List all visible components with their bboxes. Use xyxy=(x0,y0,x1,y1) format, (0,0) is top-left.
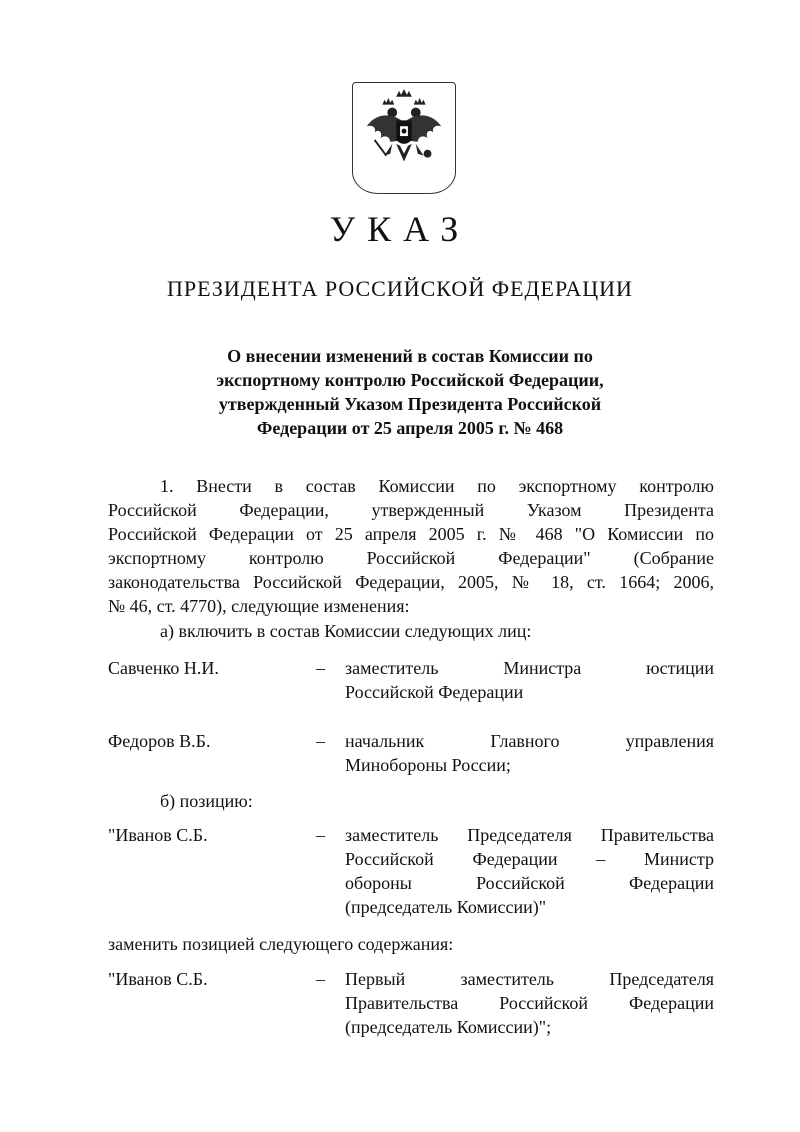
position-line: обороны Российской Федерации xyxy=(345,873,714,893)
coat-of-arms-emblem xyxy=(352,82,456,194)
decree-title xyxy=(120,344,700,440)
paragraph-line: 1. Внести в состав Комиссии по экспортному контролю xyxy=(160,476,714,496)
dash: – xyxy=(316,731,325,751)
title-line: О внесении изменений в состав Комиссии по xyxy=(227,346,593,366)
document-type-heading: УКАЗ xyxy=(329,209,471,249)
member-name: "Иванов С.Б. xyxy=(108,825,208,845)
russian-coat-of-arms-icon xyxy=(353,83,455,193)
position-line: (председатель Комиссии)"; xyxy=(345,1017,552,1037)
title-line: экспортному контролю Российской Федерации, xyxy=(216,370,604,390)
issuer-heading: ПРЕЗИДЕНТА РОССИЙСКОЙ ФЕДЕРАЦИИ xyxy=(167,276,633,301)
item-a: а) включить в состав Комиссии следующих лиц: xyxy=(160,621,532,641)
paragraph-line: экспортному контролю Российской Федерации" (Собрание xyxy=(108,548,714,568)
member-name: "Иванов С.Б. xyxy=(108,969,208,989)
member-position xyxy=(345,656,714,704)
position-line: заместитель Министра юстиции xyxy=(345,658,714,678)
position-line: (председатель Комиссии)" xyxy=(345,897,547,917)
paragraph-1 xyxy=(108,474,714,618)
replace-text: заменить позицией следующего содержания: xyxy=(108,934,454,954)
title-line: Федерации от 25 апреля 2005 г. № 468 xyxy=(256,418,564,438)
dash: – xyxy=(316,658,325,678)
position-line: Первый заместитель Председателя xyxy=(345,969,714,989)
position-line: начальник Главного управления xyxy=(345,731,714,751)
member-position xyxy=(345,967,714,1039)
member-name: Федоров В.Б. xyxy=(108,731,211,751)
member-position xyxy=(345,823,714,919)
dash: – xyxy=(316,825,325,845)
position-line: Российской Федерации – Министр xyxy=(345,849,714,869)
title-line: утвержденный Указом Президента Российской xyxy=(218,394,602,414)
member-name: Савченко Н.И. xyxy=(108,658,219,678)
position-line: заместитель Председателя Правительства xyxy=(345,825,714,845)
paragraph-line: Российской Федерации от 25 апреля 2005 г. № 468 "О Комиссии по xyxy=(108,524,714,544)
position-line: Российской Федерации xyxy=(345,682,524,702)
paragraph-line: № 46, ст. 4770), следующие изменения: xyxy=(108,596,410,616)
paragraph-line: законодательства Российской Федерации, 2005, № 18, ст. 1664; 2006, xyxy=(108,572,714,592)
position-line: Правительства Российской Федерации xyxy=(345,993,714,1013)
paragraph-line: Российской Федерации, утвержденный Указом Президента xyxy=(108,500,714,520)
position-line: Минобороны России; xyxy=(345,755,511,775)
item-b: б) позицию: xyxy=(160,791,253,811)
dash: – xyxy=(316,969,325,989)
member-position xyxy=(345,729,714,777)
